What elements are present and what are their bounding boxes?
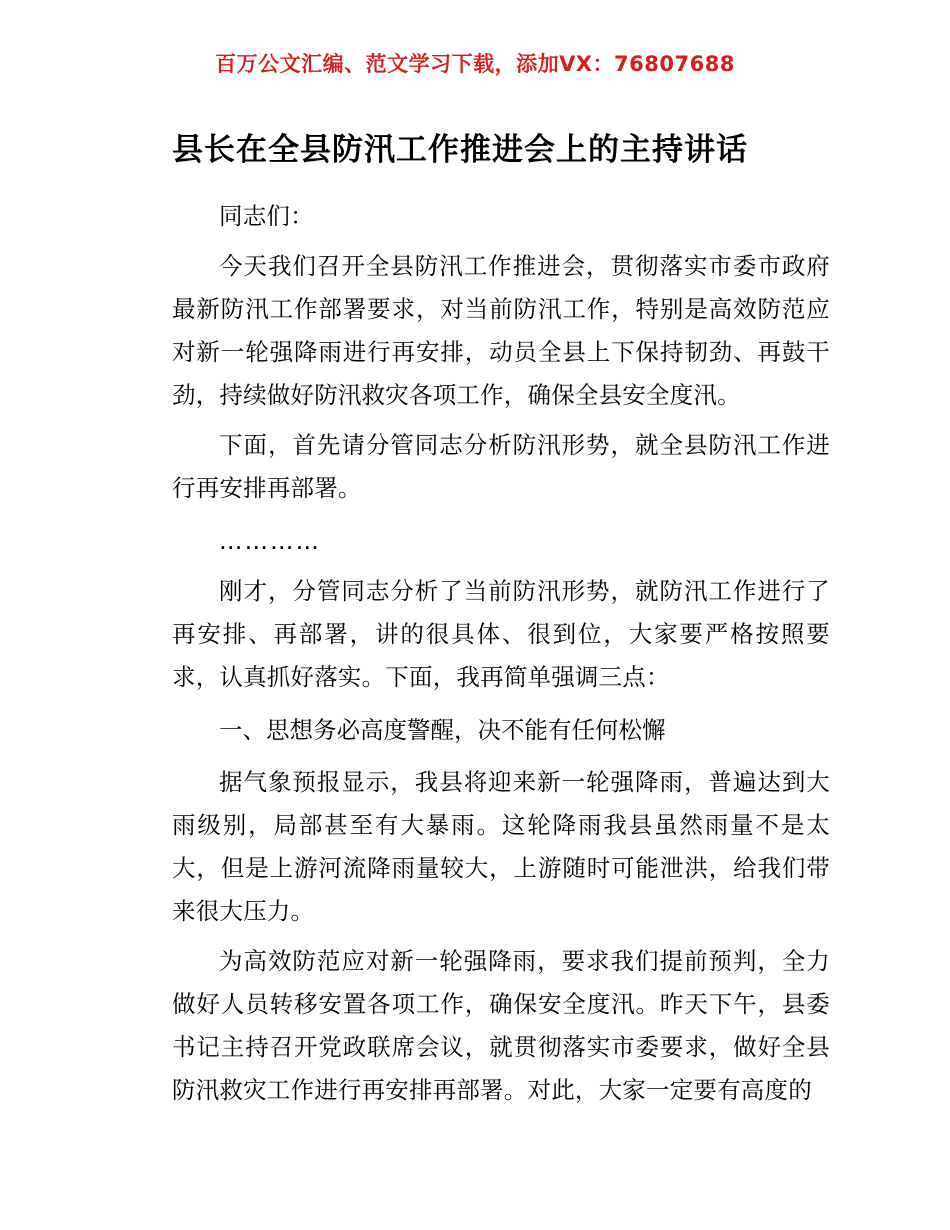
salutation: 同志们： [219, 202, 314, 230]
paragraph-3: 刚才，分管同志分析了当前防汛形势，就防汛工作进行了再安排、再部署，讲的很具体、很到位，大家要严格按照要求，认真抓好落实。下面，我再简单强调三点： [172, 577, 830, 691]
paragraph-5: 为高效防范应对新一轮强降雨，要求我们提前预判，全力做好人员转移安置各项工作，确保安全度汛。昨天下午，县委书记主持召开党政联席会议，就贯彻落实市委要求，做好全县防汛救灾工作进行再安排再部署。对此，大家一定要有高度的 [172, 947, 830, 1104]
paragraph-1: 今天我们召开全县防汛工作推进会，贯彻落实市委市政府最新防汛工作部署要求，对当前防汛工作，特别是高效防范应对新一轮强降雨进行再安排，动员全县上下保持韧劲、再鼓干劲，持续做好防汛救灾各项工作，确保全县安全度汛。 [172, 252, 830, 409]
page-title: 县长在全县防汛工作推进会上的主持讲话 [172, 132, 748, 168]
section-heading-1: 一、思想务必高度警醒，决不能有任何松懈 [219, 716, 666, 744]
paragraph-2: 下面，首先请分管同志分析防汛形势，就全县防汛工作进行再安排再部署。 [172, 431, 830, 502]
document-body [0, 124, 950, 1112]
paragraph-ellipsis: ………… [219, 527, 321, 555]
promo-banner: 百万公文汇编、范文学习下载，添加VX：76807688 [215, 52, 735, 76]
paragraph-4: 据气象预报显示，我县将迎来新一轮强降雨，普遍达到大雨级别，局部甚至有大暴雨。这轮降雨我县虽然雨量不是太大，但是上游河流降雨量较大，上游随时可能泄洪，给我们带来很大压力。 [172, 768, 830, 925]
